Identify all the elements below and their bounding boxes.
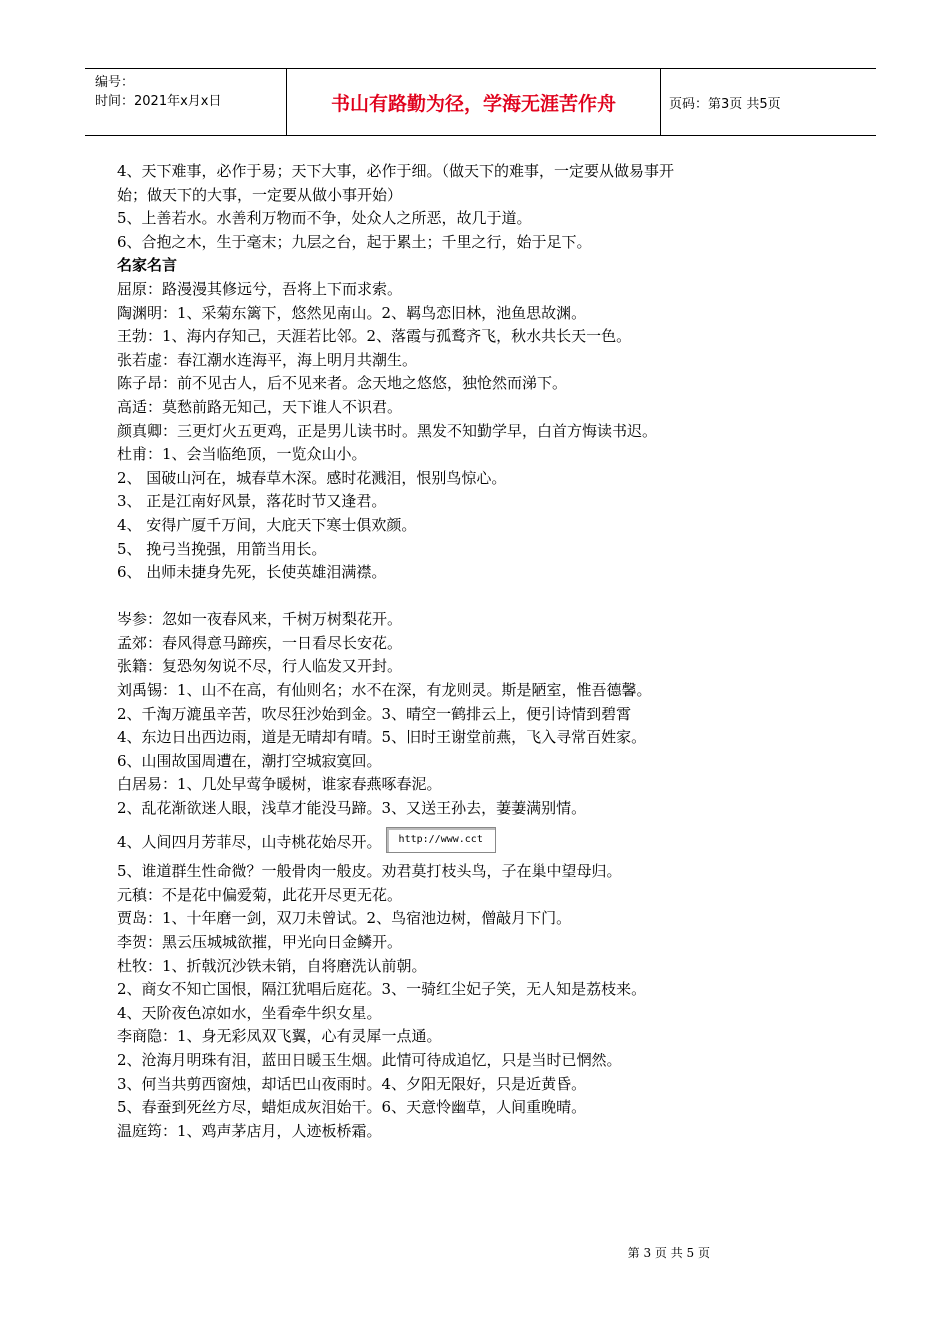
quote-line: 李贺：黑云压城城欲摧，甲光向日金鳞开。 — [117, 933, 403, 951]
quote-line: 李商隐：1、身无彩凤双飞翼，心有灵犀一点通。 — [117, 1027, 442, 1046]
quote-line: 岑参：忽如一夜春风来，千树万树梨花开。 — [117, 610, 403, 629]
quote-line: 孟郊：春风得意马蹄疾，一日看尽长安花。 — [117, 633, 403, 652]
quote-text: 4、人间四月芳菲尽，山寺桃花始尽开。 — [117, 832, 382, 851]
quote-line: 3、 正是江南好风景，落花时节又逢君。 — [117, 492, 387, 511]
quote-line: 6、山围故国周遭在，潮打空城寂寞回。 — [117, 751, 382, 770]
document-body — [117, 160, 857, 1143]
quote-line: 温庭筠：1、鸡声茅店月，人迹板桥霜。 — [117, 1121, 382, 1140]
quote-line: 王勃：1、海内存知己，天涯若比邻。2、落霞与孤鹜齐飞，秋水共长天一色。 — [117, 327, 632, 346]
quote-line: 5、春蚕到死丝方尽，蜡炬成灰泪始干。6、天意怜幽草，人间重晚晴。 — [117, 1098, 587, 1117]
quote-line: 屈原：路漫漫其修远兮，吾将上下而求索。 — [117, 279, 403, 298]
header-page-label: 页码：第3页 共5页 — [669, 96, 781, 112]
quote-line: 始；做天下的大事，一定要从做小事开始） — [117, 185, 403, 204]
quote-line: 6、合抱之木，生于毫末；九层之台，起于累土；千里之行，始于足下。 — [117, 232, 592, 251]
quote-line: 5、谁道群生性命微？一般骨肉一般皮。劝君莫打枝头鸟，子在巢中望母归。 — [117, 862, 622, 881]
quote-line: 2、沧海月明珠有泪，蓝田日暖玉生烟。此情可待成追忆，只是当时已惘然。 — [117, 1050, 622, 1069]
quote-line: 陶渊明：1、采菊东篱下，悠然见南山。2、羁鸟恋旧林，池鱼思故渊。 — [117, 303, 587, 322]
quote-line: 张籍：复恐匆匆说不尽，行人临发又开封。 — [117, 657, 403, 676]
quote-line: 刘禹锡：1、山不在高，有仙则名；水不在深，有龙则灵。斯是陋室，惟吾德馨。 — [117, 681, 652, 700]
quote-line: 2、商女不知亡国恨，隔江犹唱后庭花。3、一骑红尘妃子笑，无人知是荔枝来。 — [117, 980, 647, 999]
quote-line-with-link — [117, 827, 857, 855]
quote-line: 2、千淘万漉虽辛苦，吹尽狂沙始到金。3、晴空一鹤排云上，便引诗情到碧霄 — [117, 704, 632, 723]
quote-line: 张若虚：春江潮水连海平，海上明月共潮生。 — [117, 350, 418, 369]
quote-line: 杜牧：1、折戟沉沙铁未销，自将磨洗认前朝。 — [117, 956, 427, 975]
document-time-label: 时间：2021年x月x日 — [95, 94, 222, 109]
quote-line: 白居易：1、几处早莺争暖树，谁家春燕啄春泥。 — [117, 775, 442, 794]
document-number-label: 编号： — [95, 75, 135, 90]
blank-line — [117, 585, 857, 609]
header-left-cell — [85, 69, 287, 135]
quote-line: 杜甫：1、会当临绝顶，一览众山小。 — [117, 445, 367, 464]
section-heading: 名家名言 — [117, 256, 178, 275]
quote-line: 4、东边日出西边雨，道是无晴却有晴。5、旧时王谢堂前燕，飞入寻常百姓家。 — [117, 728, 647, 747]
quote-line: 5、上善若水。水善利万物而不争，处众人之所恶，故几于道。 — [117, 209, 532, 228]
quote-line: 颜真卿：三更灯火五更鸡，正是男儿读书时。黑发不知勤学早，白首方悔读书迟。 — [117, 421, 658, 440]
quote-line: 3、何当共剪西窗烛，却话巴山夜雨时。4、夕阳无限好，只是近黄昏。 — [117, 1074, 587, 1093]
quote-line: 陈子昂：前不见古人，后不见来者。念天地之悠悠，独怆然而涕下。 — [117, 374, 568, 393]
quote-line: 6、 出师未捷身先死，长使英雄泪满襟。 — [117, 563, 387, 582]
quote-line: 4、天下难事，必作于易；天下大事，必作于细。（做天下的难事，一定要从做易事开 — [117, 162, 675, 180]
quote-line: 元稹：不是花中偏爱菊，此花开尽更无花。 — [117, 885, 403, 904]
quote-line: 2、乱花渐欲迷人眼，浅草才能没马蹄。3、又送王孙去，萋萋满别情。 — [117, 799, 587, 818]
embedded-link-box[interactable]: http://www.cct — [386, 827, 496, 853]
page-header — [85, 68, 876, 136]
header-motto: 书山有路勤为径，学海无涯苦作舟 — [287, 69, 661, 135]
quote-line: 5、 挽弓当挽强，用箭当用长。 — [117, 539, 327, 558]
quote-line: 贾岛：1、十年磨一剑，双刀未曾试。2、鸟宿池边树，僧敲月下门。 — [117, 909, 572, 928]
quote-line: 4、天阶夜色凉如水，坐看牵牛织女星。 — [117, 1003, 382, 1022]
quote-line: 高适：莫愁前路无知己，天下谁人不识君。 — [117, 397, 403, 416]
quote-line: 2、 国破山河在，城春草木深。感时花溅泪，恨别鸟惊心。 — [117, 468, 507, 487]
page-footer: 第 3 页 共 5 页 — [627, 1246, 710, 1260]
quote-line: 4、 安得广厦千万间，大庇天下寒士俱欢颜。 — [117, 515, 417, 534]
